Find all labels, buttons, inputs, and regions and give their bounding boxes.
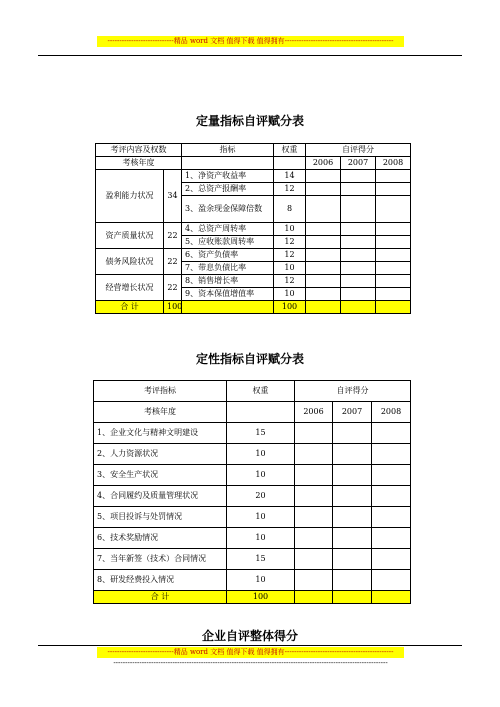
group-weight: 34 <box>164 170 182 223</box>
indicator-name: 2、总资产报酬率 <box>182 183 274 196</box>
score-cell[interactable] <box>376 249 411 262</box>
total-label: 合 计 <box>96 301 164 314</box>
score-cell[interactable] <box>341 183 376 196</box>
score-cell[interactable] <box>376 183 411 196</box>
total-score-cell[interactable] <box>372 591 411 604</box>
indicator-name: 4、合同履约及质量管理状况 <box>94 486 227 507</box>
score-cell[interactable] <box>376 275 411 288</box>
group-weight: 22 <box>164 275 182 301</box>
indicator-name: 1、净资产收益率 <box>182 170 274 183</box>
indicator-weight: 15 <box>227 549 295 570</box>
group-profitability: 盈利能力状况 <box>96 170 164 223</box>
score-cell[interactable] <box>295 423 333 444</box>
total-weight: 100 <box>227 591 295 604</box>
score-cell[interactable] <box>306 275 341 288</box>
score-cell[interactable] <box>341 249 376 262</box>
score-cell[interactable] <box>306 236 341 249</box>
score-cell[interactable] <box>372 465 411 486</box>
score-cell[interactable] <box>333 423 372 444</box>
header-weight: 权重 <box>227 381 295 402</box>
footer-rule <box>38 645 462 646</box>
group-growth: 经营增长状况 <box>96 275 164 301</box>
indicator-weight: 10 <box>227 507 295 528</box>
score-cell[interactable] <box>372 444 411 465</box>
score-cell[interactable] <box>295 444 333 465</box>
score-cell[interactable] <box>306 183 341 196</box>
score-cell[interactable] <box>306 170 341 183</box>
quant-score-table <box>95 143 411 314</box>
score-cell[interactable] <box>376 170 411 183</box>
indicator-weight: 10 <box>227 444 295 465</box>
score-cell[interactable] <box>295 486 333 507</box>
indicator-weight: 10 <box>274 262 306 275</box>
indicator-name: 2、人力资源状况 <box>94 444 227 465</box>
indicator-weight: 12 <box>274 249 306 262</box>
score-cell[interactable] <box>306 223 341 236</box>
header-rule <box>38 55 462 56</box>
header-weight: 权重 <box>274 144 306 157</box>
year-2006: 2006 <box>295 402 333 423</box>
blank-cell <box>227 402 295 423</box>
year-2008: 2008 <box>372 402 411 423</box>
total-score-cell[interactable] <box>333 591 372 604</box>
score-cell[interactable] <box>376 262 411 275</box>
indicator-weight: 10 <box>274 223 306 236</box>
score-cell[interactable] <box>341 275 376 288</box>
indicator-weight: 15 <box>227 423 295 444</box>
header-indicator: 考评指标 <box>94 381 227 402</box>
score-cell[interactable] <box>306 288 341 301</box>
score-cell[interactable] <box>372 486 411 507</box>
indicator-weight: 14 <box>274 170 306 183</box>
score-cell[interactable] <box>341 288 376 301</box>
year-2006: 2006 <box>306 157 341 170</box>
indicator-name: 6、资产负债率 <box>182 249 274 262</box>
indicator-name: 4、总资产周转率 <box>182 223 274 236</box>
score-cell[interactable] <box>295 507 333 528</box>
score-cell[interactable] <box>306 262 341 275</box>
score-cell[interactable] <box>372 570 411 591</box>
indicator-weight: 8 <box>274 196 306 223</box>
quant-table-title: 定量指标自评赋分表 <box>195 114 304 128</box>
group-weight: 22 <box>164 223 182 249</box>
score-cell[interactable] <box>295 570 333 591</box>
indicator-name: 1、企业文化与精神文明建设 <box>94 423 227 444</box>
year-2008: 2008 <box>376 157 411 170</box>
indicator-name: 6、技术奖励情况 <box>94 528 227 549</box>
total-weight: 100 <box>274 301 306 314</box>
indicator-weight: 10 <box>227 528 295 549</box>
score-cell[interactable] <box>341 223 376 236</box>
score-cell[interactable] <box>295 528 333 549</box>
total-score-cell[interactable] <box>306 301 341 314</box>
header-self-score: 自评得分 <box>306 144 411 157</box>
score-cell[interactable] <box>306 196 341 223</box>
score-cell[interactable] <box>372 528 411 549</box>
indicator-name: 5、应收账款周转率 <box>182 236 274 249</box>
score-cell[interactable] <box>372 507 411 528</box>
indicator-name: 3、安全生产状况 <box>94 465 227 486</box>
score-cell[interactable] <box>333 444 372 465</box>
blank-cell <box>182 301 274 314</box>
indicator-weight: 12 <box>274 236 306 249</box>
indicator-name: 7、带息负债比率 <box>182 262 274 275</box>
score-cell[interactable] <box>333 507 372 528</box>
indicator-weight: 10 <box>227 465 295 486</box>
indicator-name: 3、盈余现金保障倍数 <box>182 196 274 223</box>
total-score-cell[interactable] <box>341 301 376 314</box>
indicator-weight: 10 <box>227 570 295 591</box>
year-2007: 2007 <box>341 157 376 170</box>
header-content: 考评内容及权数 <box>96 144 182 157</box>
score-cell[interactable] <box>341 196 376 223</box>
score-cell[interactable] <box>333 549 372 570</box>
group-debt-risk: 债务风险状况 <box>96 249 164 275</box>
total-score-cell[interactable] <box>376 301 411 314</box>
total-group-weight: 100 <box>164 301 182 314</box>
score-cell[interactable] <box>376 288 411 301</box>
overall-score-title: 企业自评整体得分 <box>201 629 298 643</box>
score-cell[interactable] <box>376 223 411 236</box>
score-cell[interactable] <box>295 465 333 486</box>
indicator-name: 8、研发经费投入情况 <box>94 570 227 591</box>
indicator-name: 8、销售增长率 <box>182 275 274 288</box>
indicator-weight: 20 <box>227 486 295 507</box>
score-cell[interactable] <box>376 236 411 249</box>
indicator-weight: 10 <box>274 288 306 301</box>
score-cell[interactable] <box>376 196 411 223</box>
score-cell[interactable] <box>341 262 376 275</box>
score-cell[interactable] <box>372 549 411 570</box>
score-cell[interactable] <box>341 170 376 183</box>
qual-score-table <box>93 380 411 604</box>
score-cell[interactable] <box>372 423 411 444</box>
bottom-banner: ----------------------------精品 word 文档 值得下载 值得拥有---------------------------------------------- <box>97 647 404 658</box>
year-2007: 2007 <box>333 402 372 423</box>
score-cell[interactable] <box>333 465 372 486</box>
header-year: 考核年度 <box>96 157 182 170</box>
indicator-name: 9、资本保值增值率 <box>182 288 274 301</box>
header-year: 考核年度 <box>94 402 227 423</box>
indicator-name: 7、当年新签（技术）合同情况 <box>94 549 227 570</box>
total-score-cell[interactable] <box>295 591 333 604</box>
blank-cell <box>182 157 274 170</box>
score-cell[interactable] <box>333 528 372 549</box>
group-asset-quality: 资产质量状况 <box>96 223 164 249</box>
indicator-name: 5、项目投诉与处罚情况 <box>94 507 227 528</box>
header-self-score: 自评得分 <box>295 381 411 402</box>
score-cell[interactable] <box>295 549 333 570</box>
score-cell[interactable] <box>333 570 372 591</box>
indicator-weight: 12 <box>274 275 306 288</box>
group-weight: 22 <box>164 249 182 275</box>
total-label: 合 计 <box>94 591 227 604</box>
indicator-weight: 12 <box>274 183 306 196</box>
bottom-dashes: -------------------------------------------------------------------------------------------------------------------- <box>113 659 388 667</box>
top-banner: ----------------------------精品 word 文档 值得下载 值得拥有---------------------------------------------- <box>97 36 404 47</box>
score-cell[interactable] <box>333 486 372 507</box>
score-cell[interactable] <box>341 236 376 249</box>
blank-cell <box>274 157 306 170</box>
score-cell[interactable] <box>306 249 341 262</box>
header-indicator: 指标 <box>182 144 274 157</box>
qual-table-title: 定性指标自评赋分表 <box>195 352 304 366</box>
